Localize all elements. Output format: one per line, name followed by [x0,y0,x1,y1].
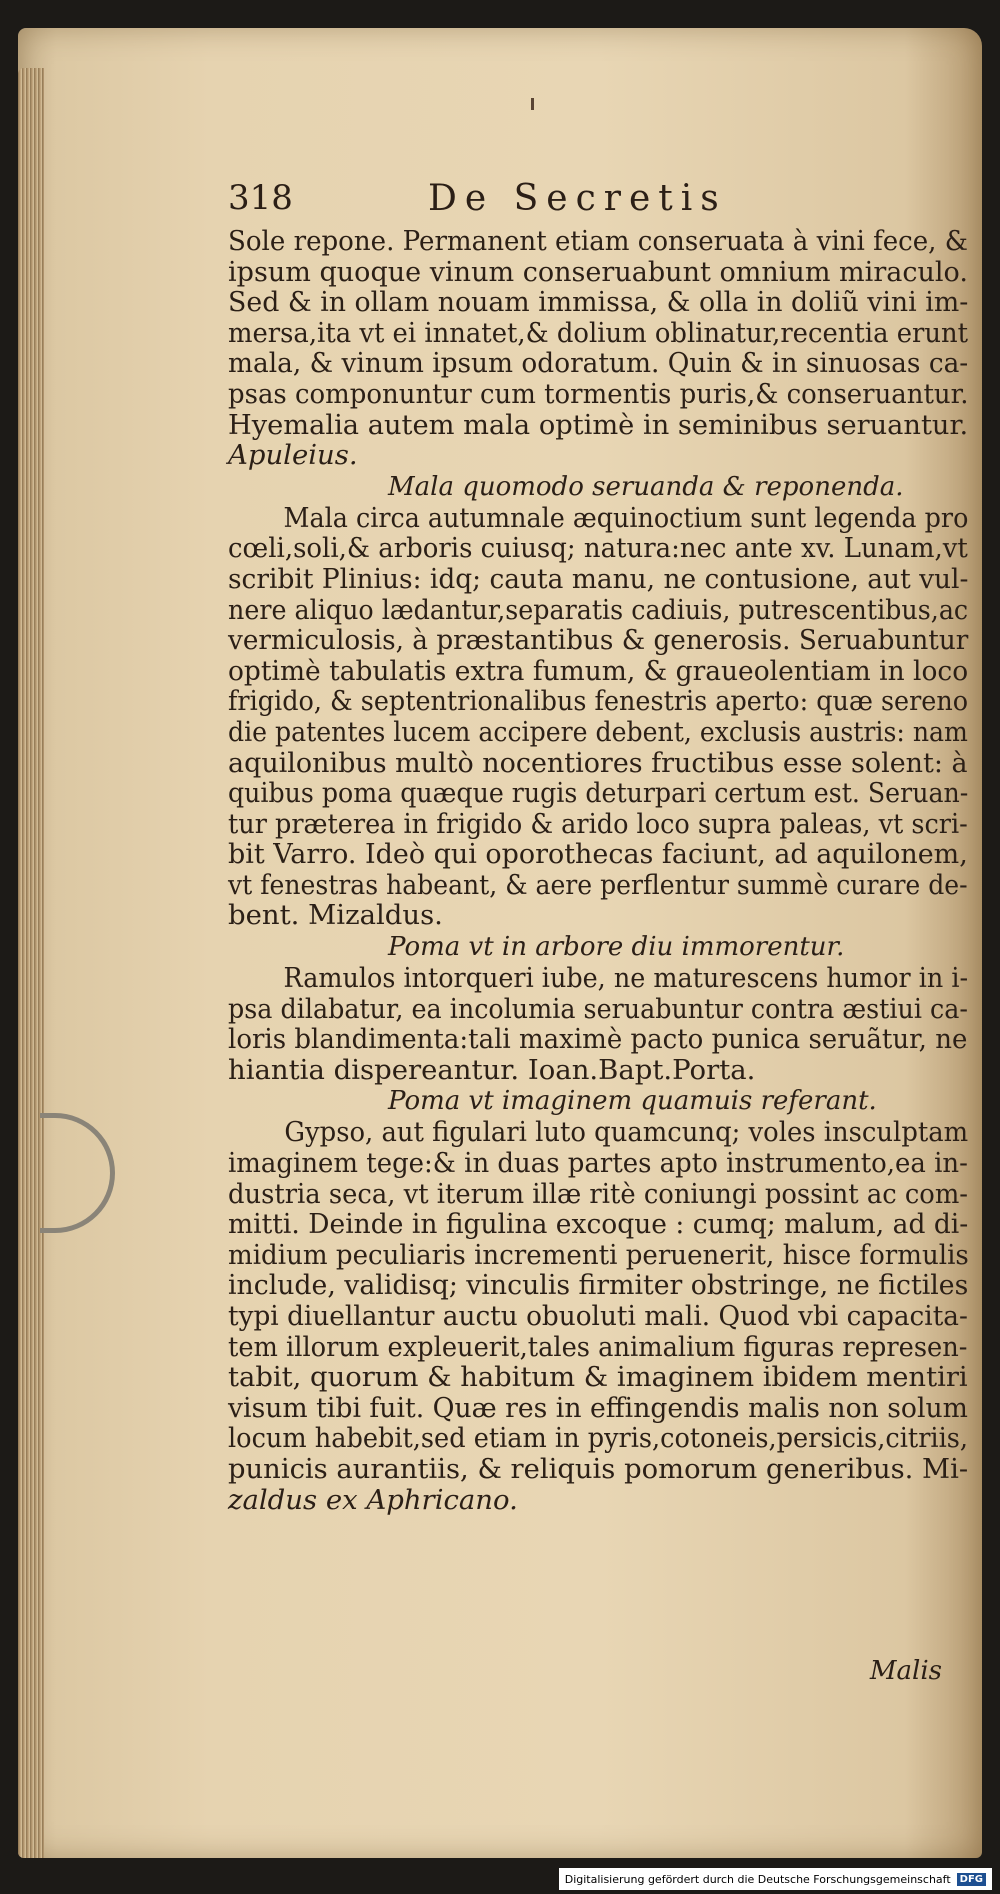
credit-text: Digitalisierung gefördert durch die Deutsche Forschungsgemeinschaft [564,1872,951,1886]
text-line: tur præterea in frigido & arido loco supra paleas, vt scri- [228,807,968,840]
running-head: De Secretis [428,178,727,219]
text-line: Hyemalia autem mala optimè in seminibus seruantur. [228,408,969,441]
page-number: 318 [228,178,293,218]
book-page [18,28,982,1858]
text-line: include, validisq; vinculis firmiter obstringe, ne fictiles [228,1269,969,1302]
signature-mark [531,98,534,110]
text-line: Mala circa autumnale æquinoctium sunt legenda pro [283,501,969,534]
page-header [228,178,968,226]
dfg-logo: DFG [957,1873,986,1886]
text-line: quibus poma quæque rugis deturpari certum est. Seruan- [228,777,969,810]
text-line: frigido, & septentrionalibus fenestris aperto: quæ sereno [228,685,969,718]
text-line: mitti. Deinde in figulina excoque : cumq; malum, ad di- [228,1208,969,1241]
text-line: imaginem tege:& in duas partes apto instrumento,ea in- [228,1147,968,1180]
text-line: bent. Mizaldus. [228,899,443,932]
text-line: tem illorum expleuerit,tales animalium figuras represen- [228,1330,968,1363]
text-line: hiantia dispereantur. Ioan.Bapt.Porta. [228,1053,756,1086]
text-line: typi diuellantur auctu obuoluti mali. Quod vbi capacita- [228,1300,968,1332]
text-line: dustria seca, vt iterum illæ ritè coniungi possint ac com- [228,1177,968,1210]
section-heading: Mala quomodo seruanda & reponenda. [388,471,904,502]
text-line: vermiculosis, à præstantibus & generosis. Seruabuntur [228,624,969,657]
book-clasp [40,1113,115,1233]
text-line: optimè tabulatis extra fumum, & graueolentiam in loco [228,654,969,687]
digitization-credit [559,1868,992,1890]
text-line: loris blandimenta:tali maximè pacto punica seruãtur, ne [228,1023,968,1056]
text-line: mala, & vinum ipsum odoratum. Quin & in sinuosas ca- [228,347,969,380]
text-line: psa dilabatur, ea incolumia seruabuntur contra æstiui ca- [228,992,968,1025]
text-line: nere aliquo lædantur,separatis cadiuis, putrescentibus,ac [228,593,969,626]
text-line: bit Varro. Ideò qui oporothecas faciunt, ad aquilonem, [228,838,968,871]
author-citation: zaldus ex Aphricano. [228,1483,518,1516]
text-line: midium peculiaris incrementi peruenerit, hisce formulis [228,1238,969,1271]
text-line: die patentes lucem accipere debent, exclusis austris: nam [228,715,968,748]
text-line: tabit, quorum & habitum & imaginem ibidem mentiri [228,1361,968,1394]
text-line: psas componuntur cum tormentis puris,& conseruantur. [228,377,969,410]
body-text [228,226,968,1515]
text-line: visum tibi fuit. Quæ res in effingendis malis non solum [228,1391,968,1424]
text-line: locum habebit,sed etiam in pyris,cotoneis,persicis,citriis, [228,1422,969,1455]
catchword: Malis [869,1656,942,1686]
text-line: ipsum quoque vinum conseruabunt omnium miraculo. [228,255,968,288]
text-line: cœli,soli,& arboris cuiusq; natura:nec ante xv. Lunam,vt [228,532,968,565]
page-stack-edge [18,68,44,1858]
text-line: Sed & in ollam nouam immissa, & olla in doliũ vini im- [228,286,969,319]
text-line: Sole repone. Permanent etiam conseruata à vini fece, & [228,225,968,257]
text-line: Ramulos intorqueri iube, ne maturescens humor in i- [283,962,969,995]
section-heading: Poma vt in arbore diu immorentur. [388,932,845,963]
author-citation: Apuleius. [228,439,358,472]
page-text [228,178,968,1515]
section-heading: Poma vt imaginem quamuis referant. [388,1086,877,1117]
text-line: mersa,ita vt ei innatet,& dolium oblinatur,recentia erunt [228,316,969,349]
text-line: punicis aurantiis, & reliquis pomorum generibus. Mi- [228,1452,969,1485]
text-line: Gypso, aut figulari luto quamcunq; voles insculptam [284,1116,969,1149]
text-line: vt fenestras habeant, & aere perflentur summè curare de- [228,868,968,901]
text-line: aquilonibus multò nocentiores fructibus esse solent: à [228,746,968,779]
text-line: scribit Plinius: idq; cauta manu, ne contusione, aut vul- [228,562,969,595]
